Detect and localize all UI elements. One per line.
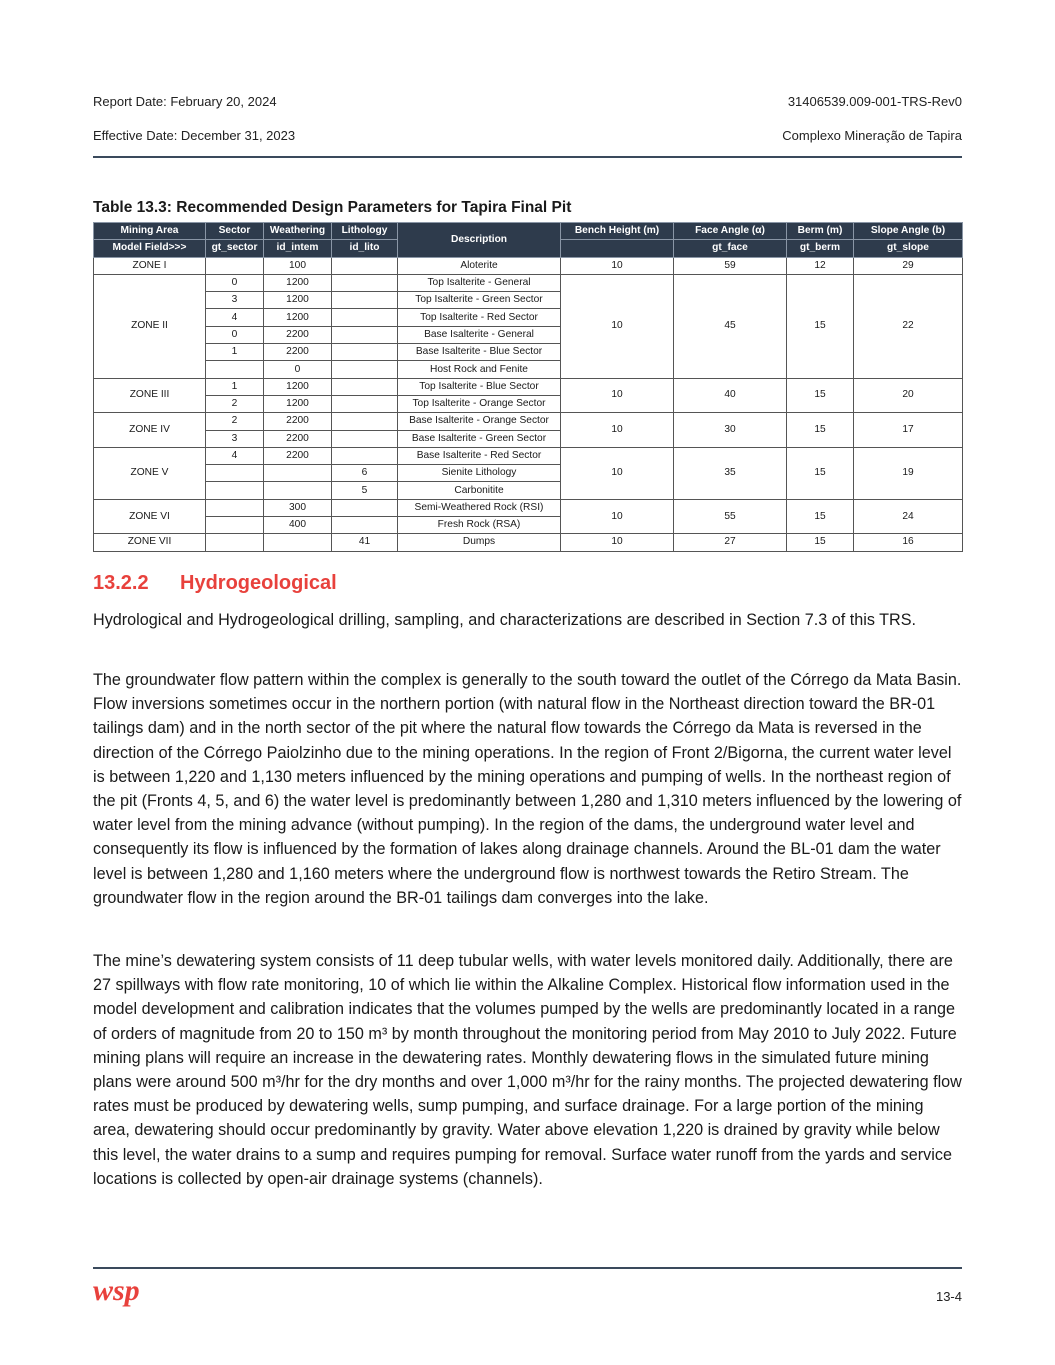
lithology-cell: 6 — [332, 465, 398, 482]
weathering-cell — [264, 482, 332, 499]
description-cell: Top Isalterite - General — [398, 274, 561, 291]
description-cell: Base Isalterite - Blue Sector — [398, 344, 561, 361]
field-id-lito: id_lito — [332, 240, 398, 257]
table-row — [94, 274, 963, 291]
wsp-logo-icon — [93, 1274, 163, 1312]
lithology-cell — [332, 344, 398, 361]
lithology-cell — [332, 378, 398, 395]
description-cell: Fresh Rock (RSA) — [398, 517, 561, 534]
lithology-cell — [332, 361, 398, 378]
weathering-cell: 2200 — [264, 326, 332, 343]
table-body — [94, 257, 963, 551]
sector-cell: 3 — [206, 292, 264, 309]
slope-angle-cell: 20 — [854, 378, 963, 413]
lithology-cell: 41 — [332, 534, 398, 551]
sector-cell: 0 — [206, 274, 264, 291]
col-mining-area: Mining Area — [94, 223, 206, 240]
weathering-cell: 1200 — [264, 395, 332, 412]
paragraph-1 — [93, 608, 962, 632]
col-slope-angle: Slope Angle (b) — [854, 223, 963, 240]
weathering-cell: 0 — [264, 361, 332, 378]
face-angle-cell: 40 — [674, 378, 787, 413]
slope-angle-cell: 22 — [854, 274, 963, 378]
description-cell: Carbonitite — [398, 482, 561, 499]
description-cell: Semi-Weathered Rock (RSI) — [398, 499, 561, 516]
sector-cell: 2 — [206, 395, 264, 412]
bench-height-cell: 10 — [561, 534, 674, 551]
description-cell: Top Isalterite - Green Sector — [398, 292, 561, 309]
berm-cell: 15 — [787, 534, 854, 551]
table-header-row — [94, 223, 963, 240]
slope-angle-cell: 24 — [854, 499, 963, 534]
field-bench-empty — [561, 240, 674, 257]
table-row — [94, 378, 963, 395]
weathering-cell: 1200 — [264, 292, 332, 309]
slope-angle-cell: 29 — [854, 257, 963, 274]
description-cell: Host Rock and Fenite — [398, 361, 561, 378]
description-cell: Dumps — [398, 534, 561, 551]
effective-date: Effective Date: December 31, 2023 — [93, 128, 296, 143]
weathering-cell: 100 — [264, 257, 332, 274]
berm-cell: 15 — [787, 274, 854, 378]
mining-area-cell: ZONE V — [94, 447, 206, 499]
header-row-1 — [93, 94, 962, 109]
bench-height-cell: 10 — [561, 378, 674, 413]
weathering-cell: 1200 — [264, 274, 332, 291]
paragraph-text: The groundwater flow pattern within the complex is generally to the south toward the outlet of the Córrego da Mata Basin. Flow inversions sometimes occur in the northern portion (with natural flow in the Northeast direction toward the BR-01 tailings dam) and in the north sector of the pit where the natural flow towards the Córrego da Mata is reversed in the direction of the Córrego Paiolzinho due to the mining operations. In the region of Front 2/Bigorna, the current water level is between 1,220 and 1,130 meters influenced by the mining operations and pumping of wells. In the northeast region of the pit (Fronts 4, 5, and 6) the water level is predominantly between 1,280 and 1,310 meters influenced by the lowering of water level from the mining advance (without pumping). In the region of the dams, the underground water level and consequently its flow is influenced by the formation of lakes along drainage channels. Around the BL-01 dam the water level is between 1,280 and 1,160 meters where the underground flow is northwest towards the Retiro Stream. The groundwater flow in the region around the BR-01 tailings dam converges into the lake. — [93, 671, 962, 907]
mining-area-cell: ZONE I — [94, 257, 206, 274]
sector-cell: 3 — [206, 430, 264, 447]
sector-cell — [206, 361, 264, 378]
paragraph-text: Hydrological and Hydrogeological drilling, sampling, and characterizations are described in Section 7.3 of this TRS. — [93, 611, 917, 629]
weathering-cell: 2200 — [264, 344, 332, 361]
logo-text: wsp — [93, 1274, 140, 1307]
lithology-cell: 5 — [332, 482, 398, 499]
weathering-cell: 1200 — [264, 378, 332, 395]
face-angle-cell: 27 — [674, 534, 787, 551]
sector-cell: 4 — [206, 447, 264, 464]
sector-cell: 4 — [206, 309, 264, 326]
description-cell: Aloterite — [398, 257, 561, 274]
mining-area-cell: ZONE VII — [94, 534, 206, 551]
slope-angle-cell: 16 — [854, 534, 963, 551]
col-bench-height: Bench Height (m) — [561, 223, 674, 240]
document-number: 31406539.009-001-TRS-Rev0 — [787, 94, 962, 109]
model-field-label: Model Field>>> — [94, 240, 206, 257]
mining-area-cell: ZONE VI — [94, 499, 206, 534]
footer-divider — [93, 1267, 962, 1269]
description-cell: Sienite Lithology — [398, 465, 561, 482]
lithology-cell — [332, 309, 398, 326]
description-cell: Base Isalterite - Red Sector — [398, 447, 561, 464]
col-berm: Berm (m) — [787, 223, 854, 240]
weathering-cell: 2200 — [264, 447, 332, 464]
col-face-angle: Face Angle (α) — [674, 223, 787, 240]
face-angle-cell: 59 — [674, 257, 787, 274]
col-description: Description — [398, 223, 561, 258]
berm-cell: 15 — [787, 413, 854, 448]
face-angle-cell: 35 — [674, 447, 787, 499]
field-gt-slope: gt_slope — [854, 240, 963, 257]
weathering-cell — [264, 465, 332, 482]
bench-height-cell: 10 — [561, 413, 674, 448]
description-cell: Top Isalterite - Blue Sector — [398, 378, 561, 395]
design-parameters-table — [93, 222, 963, 552]
bench-height-cell: 10 — [561, 499, 674, 534]
sector-cell — [206, 517, 264, 534]
section-title: Hydrogeological — [180, 572, 337, 594]
face-angle-cell: 45 — [674, 274, 787, 378]
bench-height-cell: 10 — [561, 257, 674, 274]
col-lithology: Lithology — [332, 223, 398, 240]
description-cell: Top Isalterite - Orange Sector — [398, 395, 561, 412]
lithology-cell — [332, 447, 398, 464]
lithology-cell — [332, 274, 398, 291]
weathering-cell: 1200 — [264, 309, 332, 326]
description-cell: Base Isalterite - Green Sector — [398, 430, 561, 447]
table-title: Table 13.3: Recommended Design Parameters for Tapira Final Pit — [93, 199, 572, 216]
sector-cell: 0 — [206, 326, 264, 343]
sector-cell — [206, 482, 264, 499]
col-sector: Sector — [206, 223, 264, 240]
mining-area-cell: ZONE II — [94, 274, 206, 378]
sector-cell: 1 — [206, 378, 264, 395]
slope-angle-cell: 19 — [854, 447, 963, 499]
paragraph-3 — [93, 949, 962, 1191]
weathering-cell: 2200 — [264, 413, 332, 430]
lithology-cell — [332, 413, 398, 430]
mining-area-cell: ZONE IV — [94, 413, 206, 448]
wsp-logo — [93, 1274, 163, 1317]
field-gt-face: gt_face — [674, 240, 787, 257]
sector-cell — [206, 534, 264, 551]
mining-area-cell: ZONE III — [94, 378, 206, 413]
weathering-cell: 400 — [264, 517, 332, 534]
col-weathering: Weathering — [264, 223, 332, 240]
description-cell: Base Isalterite - General — [398, 326, 561, 343]
section-number: 13.2.2 — [93, 572, 149, 594]
weathering-cell: 300 — [264, 499, 332, 516]
face-angle-cell: 30 — [674, 413, 787, 448]
sector-cell — [206, 257, 264, 274]
lithology-cell — [332, 395, 398, 412]
berm-cell: 15 — [787, 447, 854, 499]
lithology-cell — [332, 430, 398, 447]
sector-cell — [206, 465, 264, 482]
berm-cell: 15 — [787, 378, 854, 413]
paragraph-text: The mine’s dewatering system consists of 11 deep tubular wells, with water levels monitored daily. Additionally, there are 27 spillways with flow rate monitoring, 10 of which lie within the Alkaline Complex. Historical flow information used in the model development and calibration indicates that the volumes pumped by the wells are predominantly located in a range of orders of magnitude from 20 to 150 m³ by month throughout the monitoring period from May 2010 to July 2022. Future mining plans will require an increase in the dewatering rates. Monthly dewatering flows in the simulated future mining plans were around 500 m³/hr for the dry months and over 1,000 m³/hr for the rainy months. The projected dewatering flow rates must be produced by dewatering wells, sump pumping, and surface drainage. For a large portion of the mining area, dewatering should occur predominantly by gravity. Water above elevation 1,220 is drained by gravity while below this level, the water drains to a sump and requires pumping for removal. Surface water runoff from the yards and service locations is collected by open-air drainage systems (channels). — [93, 952, 962, 1188]
face-angle-cell: 55 — [674, 499, 787, 534]
slope-angle-cell: 17 — [854, 413, 963, 448]
table-row — [94, 534, 963, 551]
lithology-cell — [332, 517, 398, 534]
description-cell: Top Isalterite - Red Sector — [398, 309, 561, 326]
page-number: 13-4 — [935, 1289, 962, 1304]
paragraph-2 — [93, 668, 962, 910]
lithology-cell — [332, 499, 398, 516]
section-heading — [93, 572, 337, 595]
lithology-cell — [332, 292, 398, 309]
sector-cell: 1 — [206, 344, 264, 361]
weathering-cell — [264, 534, 332, 551]
bench-height-cell: 10 — [561, 447, 674, 499]
table-row — [94, 499, 963, 516]
lithology-cell — [332, 257, 398, 274]
berm-cell: 15 — [787, 499, 854, 534]
table-row — [94, 257, 963, 274]
sector-cell: 2 — [206, 413, 264, 430]
project-name: Complexo Mineração de Tapira — [782, 128, 962, 143]
berm-cell: 12 — [787, 257, 854, 274]
field-gt-berm: gt_berm — [787, 240, 854, 257]
description-cell: Base Isalterite - Orange Sector — [398, 413, 561, 430]
header-divider — [93, 156, 962, 158]
lithology-cell — [332, 326, 398, 343]
weathering-cell: 2200 — [264, 430, 332, 447]
sector-cell — [206, 499, 264, 516]
report-date: Report Date: February 20, 2024 — [93, 94, 277, 109]
field-id-intem: id_intem — [264, 240, 332, 257]
field-gt-sector: gt_sector — [206, 240, 264, 257]
bench-height-cell: 10 — [561, 274, 674, 378]
table-row — [94, 413, 963, 430]
header-row-2 — [93, 128, 962, 143]
table-row — [94, 447, 963, 464]
